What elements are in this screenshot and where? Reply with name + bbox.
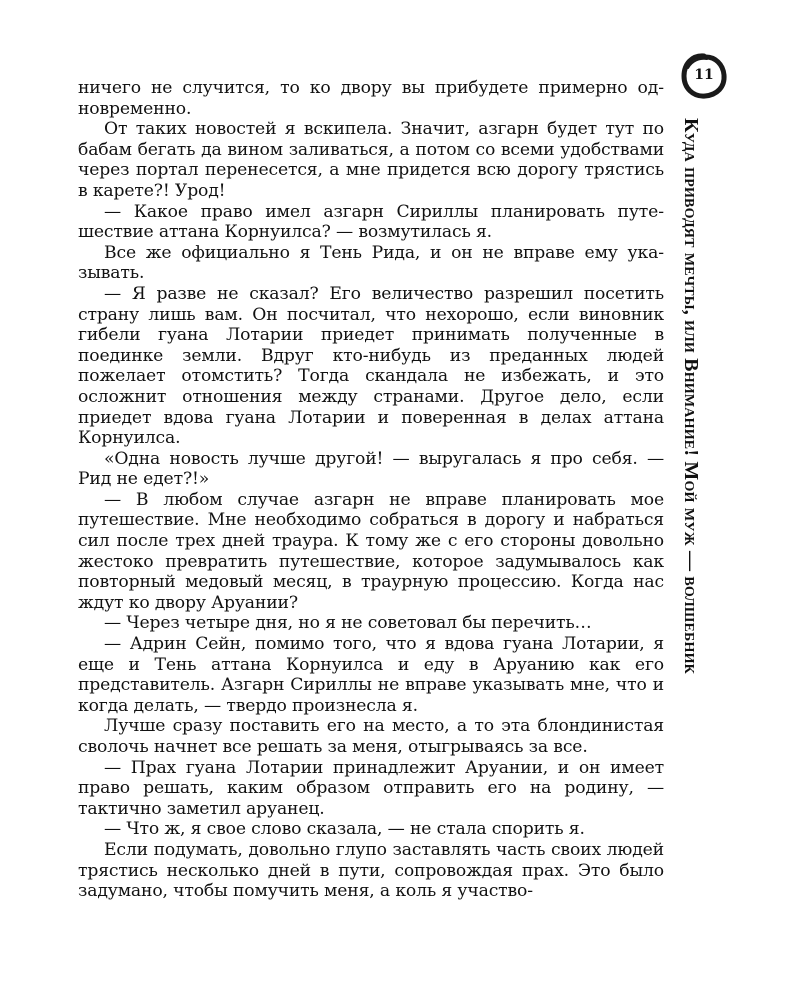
paragraph: — В любом случае азгарн не вправе планировать мое путешествие. Мне необходимо собраться в дорогу и набраться сил после трех дней траура. К тому же с его стороны довольно жестоко превратить путешествие, которое задумывалось как повторный медовый месяц, в траурную процессию. Когда нас ждут ко двору Аруании? bbox=[78, 489, 664, 613]
paragraph: — Прах гуана Лотарии принадлежит Аруании, и он имеет право решать, каким образом отправить его на родину, — тактично заметил аруанец. bbox=[78, 757, 664, 819]
paragraph: Все же официально я Тень Рида, и он не вправе ему указывать. bbox=[78, 242, 664, 284]
paragraph: ничего не случится, то ко двору вы прибудете примерно одновременно. bbox=[78, 78, 664, 119]
running-title: Куда приводят мечты, или Внимание! Мой муж — волшебник bbox=[680, 118, 702, 675]
paragraph: — Адрин Сейн, помимо того, что я вдова гуана Лотарии, я еще и Тень аттана Корнуилса и еду в Аруанию как его представитель. Азгарн Сириллы не вправе указывать мне, что и когда делать, — твердо произнесла я. bbox=[78, 634, 664, 716]
paragraph: От таких новостей я вскипела. Значит, азгарн будет тут по бабам бегать да вином заливаться, а потом со всеми удобствами через портал перенесется, а мне придется всю дорогу трястись в карете?! Урод! bbox=[78, 119, 664, 201]
paragraph: — Я разве не сказал? Его величество разрешил посетить страну лишь вам. Он посчитал, что нехорошо, если виновник гибели гуана Лотарии приедет принимать полученные в поединке земли. Вдруг кто-нибудь из преданных людей пожелает отомстить? Тогда скандала не избежать, и это осложнит отношения между странами. Другое дело, если приедет вдова гуана Лотарии и поверенная в делах аттана Корнуилса. bbox=[78, 283, 664, 449]
page-number: 11 bbox=[694, 67, 714, 83]
paragraph: — Какое право имел азгарн Сириллы планировать путешествие аттана Корнуилса? — возмутилась я. bbox=[78, 201, 664, 243]
paragraph: — Через четыре дня, но я не советовал бы перечить… bbox=[104, 613, 592, 634]
paragraph: — Что ж, я свое слово сказала, — не стала спорить я. bbox=[104, 819, 585, 840]
paragraph: Если подумать, довольно глупо заставлять часть своих людей трястись несколько дней в пути, сопровождая прах. Это было задумано, чтобы помучить меня, а коль я участво- bbox=[78, 839, 664, 902]
paragraph: Лучше сразу поставить его на место, а то эта блондинистая сволочь начнет все решать за меня, отыгрываясь за все. bbox=[78, 716, 664, 757]
page-body bbox=[78, 78, 664, 902]
page-number-badge bbox=[680, 52, 728, 100]
paragraph: «Одна новость лучше другой! — выругалась я про себя. — Рид не едет?!» bbox=[78, 448, 664, 490]
